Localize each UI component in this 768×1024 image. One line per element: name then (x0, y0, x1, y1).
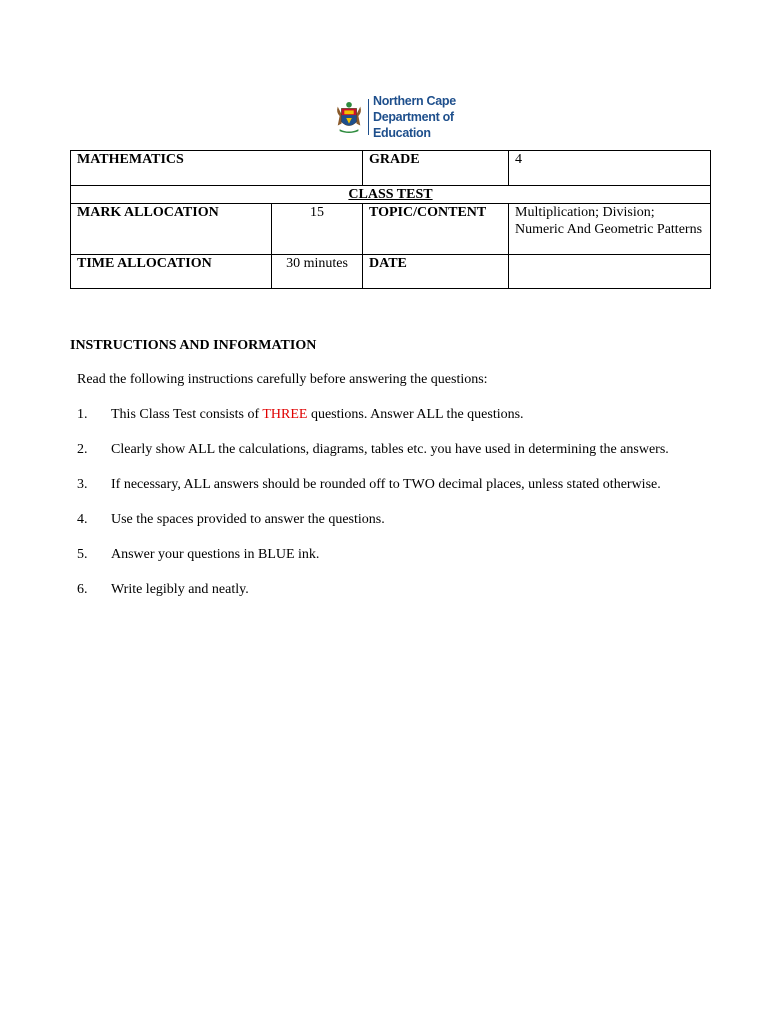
logo-text (373, 93, 506, 141)
item-text-pre: This Class Test consists of (111, 407, 263, 422)
instructions-list (77, 406, 697, 616)
department-logo (334, 94, 506, 140)
grade-label: GRADE (363, 151, 509, 186)
item-number: 4. (77, 512, 88, 527)
test-info-table (70, 150, 711, 289)
table-row (71, 204, 711, 255)
list-item (77, 406, 697, 423)
topic-label: TOPIC/CONTENT (363, 204, 509, 255)
topic-value: Multiplication; Division; Numeric And Geometric Patterns (509, 204, 711, 255)
time-allocation-value: 30 minutes (272, 255, 363, 289)
mark-allocation-label: MARK ALLOCATION (71, 204, 272, 255)
item-number: 6. (77, 582, 88, 597)
item-number: 2. (77, 442, 88, 457)
list-item (77, 441, 697, 458)
item-number: 5. (77, 547, 88, 562)
test-type-heading: CLASS TEST (71, 186, 711, 204)
logo-divider (368, 99, 369, 135)
logo-line-1: Northern Cape (372, 94, 456, 108)
item-number: 1. (77, 407, 88, 422)
item-number: 3. (77, 477, 88, 492)
instructions-intro: Read the following instructions carefully before answering the questions: (77, 372, 488, 387)
mark-allocation-value: 15 (272, 204, 363, 255)
time-allocation-label: TIME ALLOCATION (71, 255, 272, 289)
item-highlight: THREE (262, 407, 308, 422)
table-row (71, 151, 711, 186)
logo-line-2: Department of Education (372, 110, 454, 140)
date-value (509, 255, 711, 289)
item-text-post: questions. Answer ALL the questions. (307, 407, 524, 422)
item-text: If necessary, ALL answers should be rounded off to TWO decimal places, unless stated otherwise. (111, 477, 661, 492)
grade-value: 4 (509, 151, 711, 186)
list-item (77, 546, 697, 563)
date-label: DATE (363, 255, 509, 289)
item-text: Answer your questions in BLUE ink. (111, 547, 320, 562)
item-text: Clearly show ALL the calculations, diagrams, tables etc. you have used in determining the answers. (111, 442, 669, 457)
table-row (71, 186, 711, 204)
list-item (77, 511, 697, 528)
list-item (77, 476, 697, 493)
item-text (111, 406, 697, 423)
list-item (77, 581, 697, 598)
subject-cell: MATHEMATICS (71, 151, 363, 186)
item-text: Write legibly and neatly. (111, 582, 249, 597)
instructions-title: INSTRUCTIONS AND INFORMATION (70, 338, 317, 353)
coat-of-arms-icon (334, 98, 364, 136)
item-text: Use the spaces provided to answer the questions. (111, 512, 385, 527)
table-row (71, 255, 711, 289)
